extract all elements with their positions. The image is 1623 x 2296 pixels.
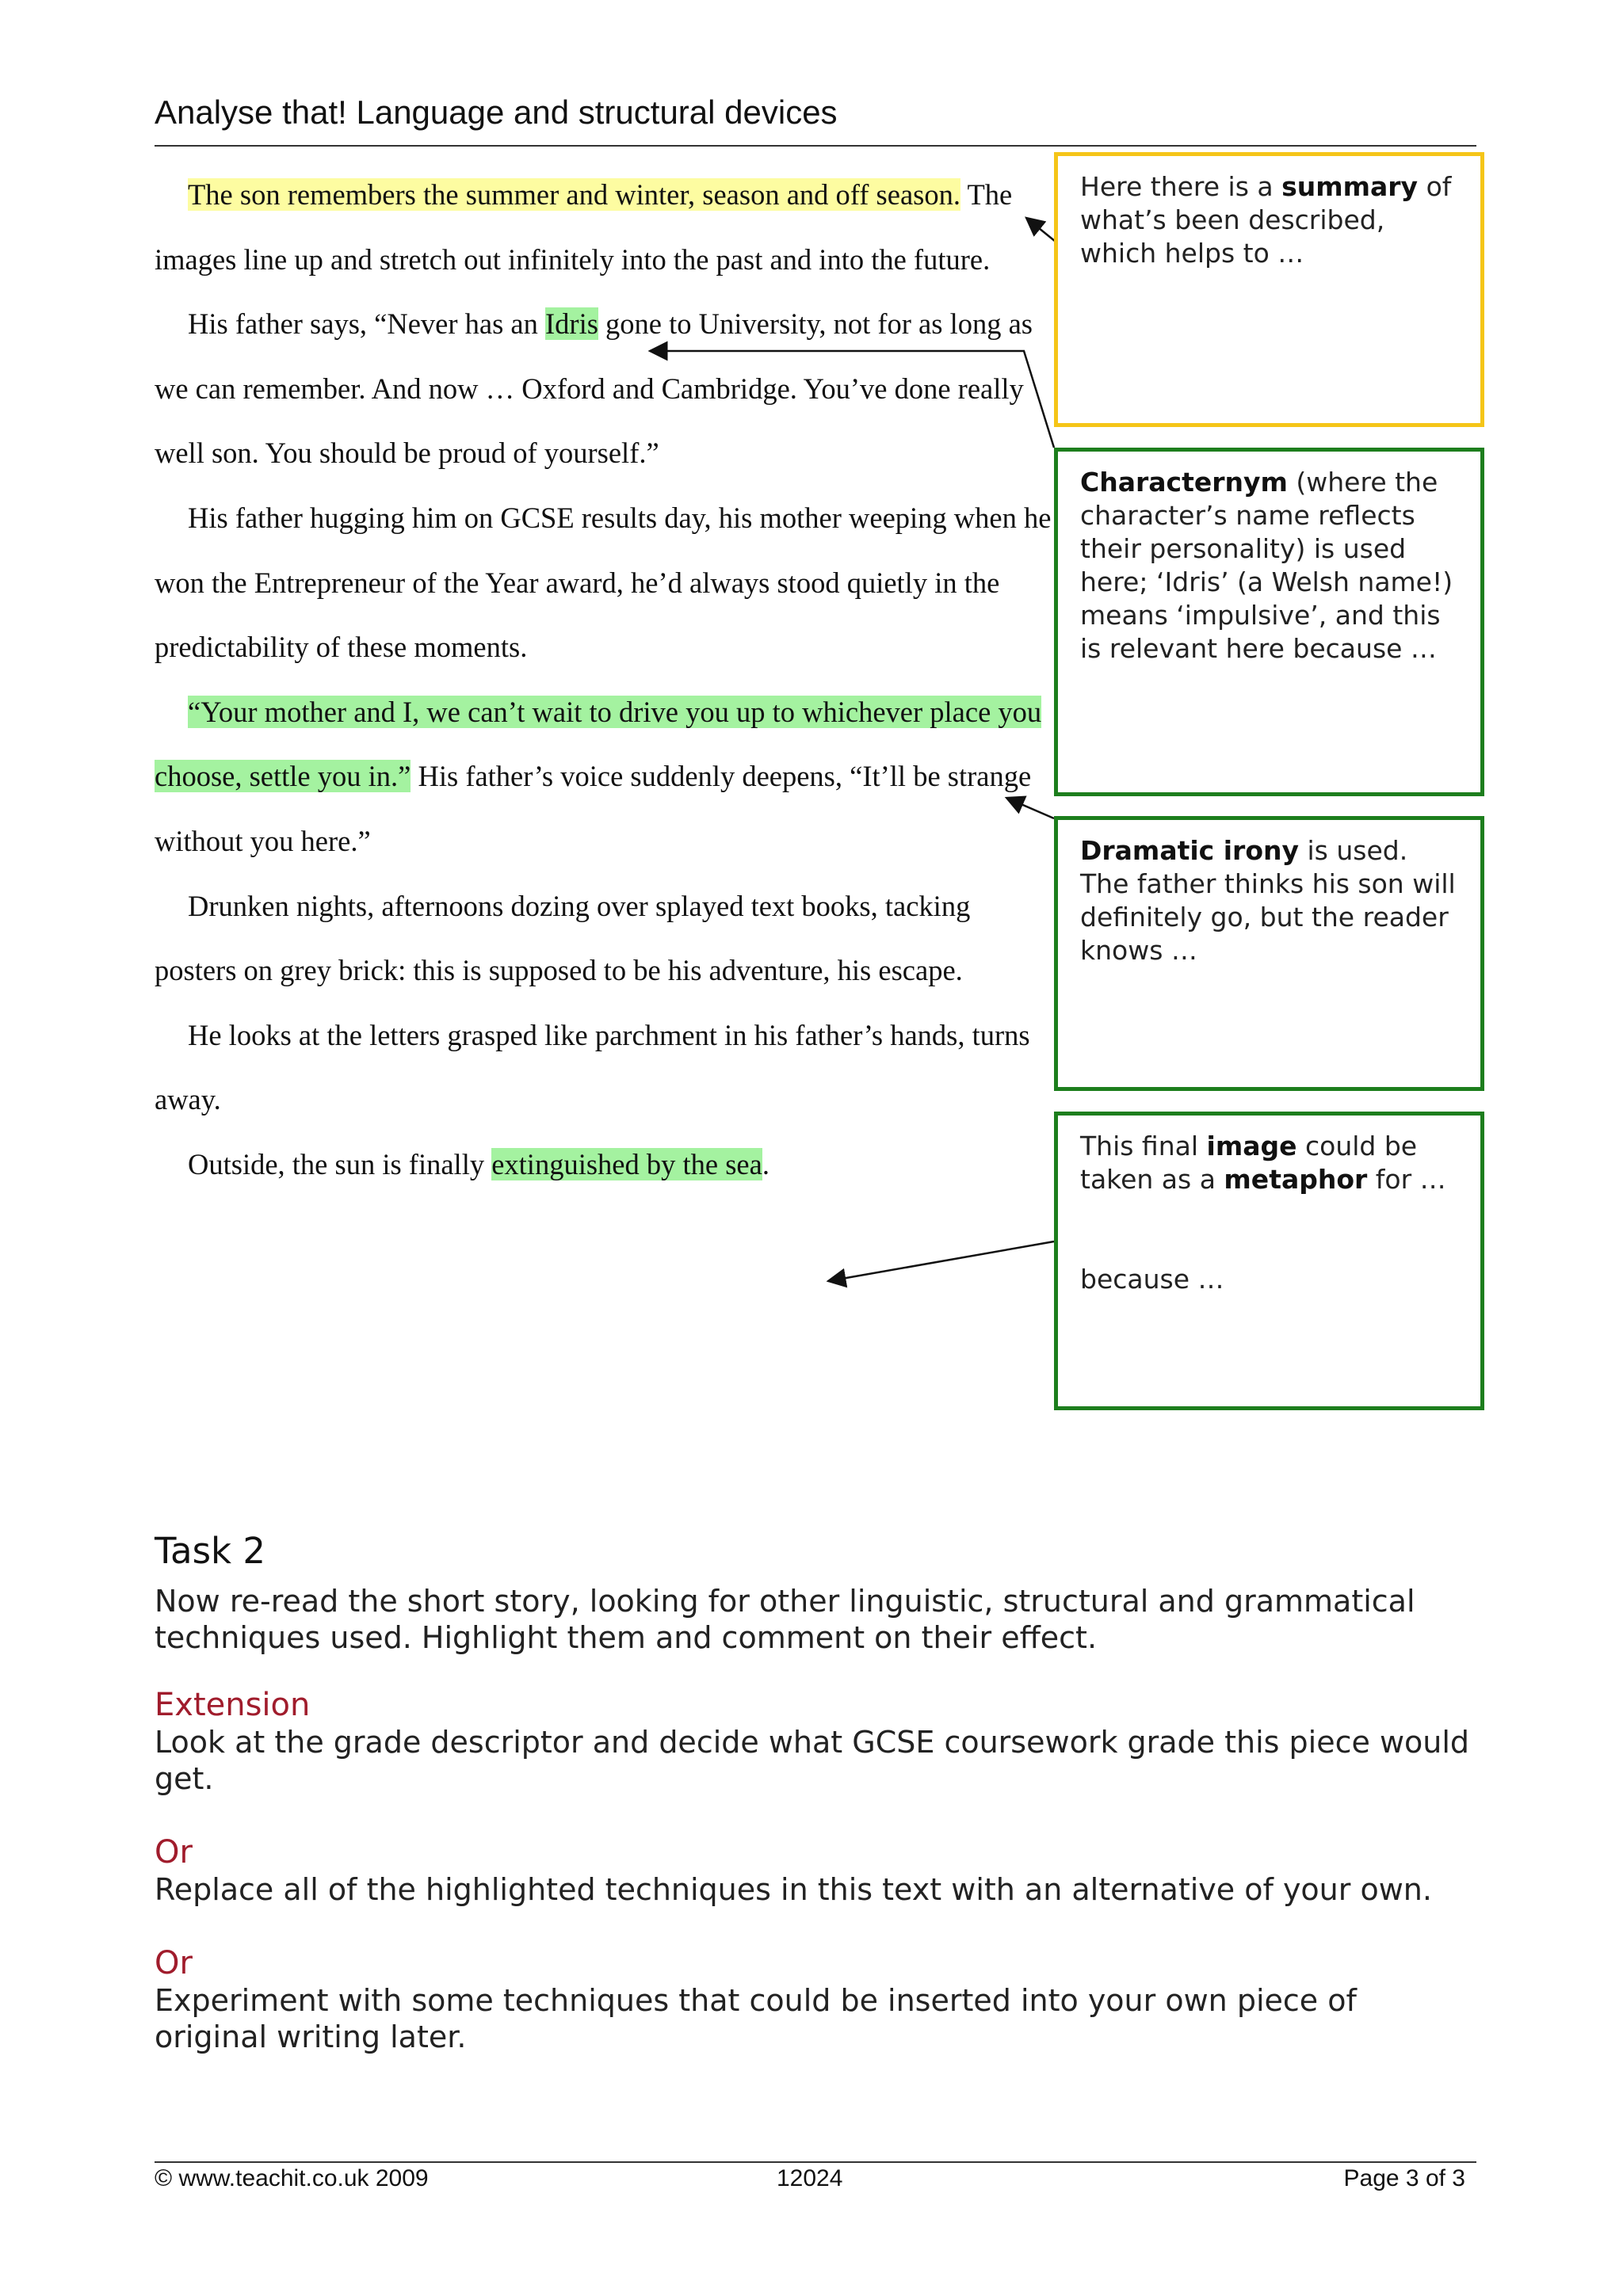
- story-paragraph: Drunken nights, afternoons dozing over splayed text books, tacking posters on grey brick: this is supposed to be his adventure, his escape.: [155, 889, 971, 987]
- annotation-term: metaphor: [1224, 1164, 1368, 1195]
- page-title: Analyse that! Language and structural devices: [155, 93, 838, 131]
- annotation-text: could be taken as a: [1080, 1131, 1418, 1195]
- story-paragraph: He looks at the letters grasped like parchment in his father’s hands, turns away.: [155, 1018, 1030, 1116]
- annotation-summary-box: [1054, 152, 1484, 427]
- or-heading: Or: [155, 1834, 193, 1871]
- annotation-text: Here there is a: [1080, 171, 1282, 202]
- annotation-term: summary: [1281, 171, 1419, 202]
- highlight-summary: The son remembers the summer and winter, season and off season.: [188, 178, 960, 211]
- footer-code: 12024: [777, 2165, 843, 2191]
- annotation-text: for …: [1367, 1164, 1446, 1195]
- story-text-run: The images line up and stretch out infinitely into the past and into the future.: [155, 178, 1013, 276]
- or-heading: Or: [155, 1945, 193, 1981]
- footer-divider: [155, 2161, 1476, 2163]
- annotation-term: Dramatic irony: [1080, 835, 1299, 866]
- extension-heading: Extension: [155, 1687, 311, 1723]
- arrow-metaphor: [828, 1241, 1054, 1281]
- or-text: Replace all of the highlighted techniques in this text with an alternative of your own.: [155, 1872, 1432, 1907]
- task-title: Task 2: [155, 1530, 266, 1572]
- extension-text: Look at the grade descriptor and decide what GCSE coursework grade this piece would get.: [155, 1725, 1470, 1796]
- annotation-term: image: [1206, 1131, 1297, 1161]
- task-section: [155, 1529, 1476, 2055]
- story-text-run: His father says, “Never has an: [188, 307, 546, 341]
- story-paragraph: His father hugging him on GCSE results day, his mother weeping when he won the Entrepreneur of the Year award, he’d always stood quietly in the predictability of these moments.: [155, 501, 1052, 664]
- annotation-text: This final: [1080, 1131, 1207, 1161]
- annotation-characternym-box: [1054, 448, 1484, 796]
- story-text-run: Outside, the sun is finally: [188, 1147, 492, 1180]
- footer-copyright: © www.teachit.co.uk 2009: [155, 2165, 429, 2191]
- footer-page-number: Page 3 of 3: [1343, 2165, 1465, 2191]
- story-text-run: His father’s voice suddenly deepens, “It’ll be strange without you here.”: [155, 760, 1032, 857]
- annotation-metaphor-box: [1054, 1112, 1484, 1410]
- annotation-text: of what’s been described, which helps to …: [1080, 171, 1452, 269]
- or-text: Experiment with some techniques that could be inserted into your own piece of original writing later.: [155, 1983, 1357, 2054]
- arrow-summary: [1026, 218, 1056, 242]
- highlight-idris: Idris: [545, 307, 598, 341]
- annotation-term: Characternym: [1080, 467, 1288, 498]
- annotation-text: is used. The father thinks his son will definitely go, but the reader knows …: [1080, 835, 1456, 966]
- annotation-text: (where the character’s name reflects their personality) is used here; ‘Idris’ (a Welsh name!) means ‘impulsive’, and this is relevant here because …: [1080, 467, 1453, 664]
- footer: [155, 2165, 1476, 2205]
- annotation-text: because …: [1080, 1264, 1224, 1295]
- arrow-characternym: [650, 351, 1054, 448]
- highlight-dramatic-irony: “Your mother and I, we can’t wait to drive you up to whichever place you choose, settle you in.”: [155, 695, 1042, 793]
- annotation-dramatic-irony-box: [1054, 816, 1484, 1091]
- highlight-metaphor: extinguished by the sea: [491, 1147, 762, 1180]
- arrow-dramatic-irony: [1006, 798, 1054, 818]
- story-text-run: gone to University, not for as long as we can remember. And now … Oxford and Cambridge. You’ve done really well son. You should be proud of yourself.”: [155, 307, 1033, 470]
- story-text-run: .: [762, 1147, 769, 1180]
- task-instructions: Now re-read the short story, looking for other linguistic, structural and grammatical techniques used. Highlight them and comment on their effect.: [155, 1584, 1415, 1655]
